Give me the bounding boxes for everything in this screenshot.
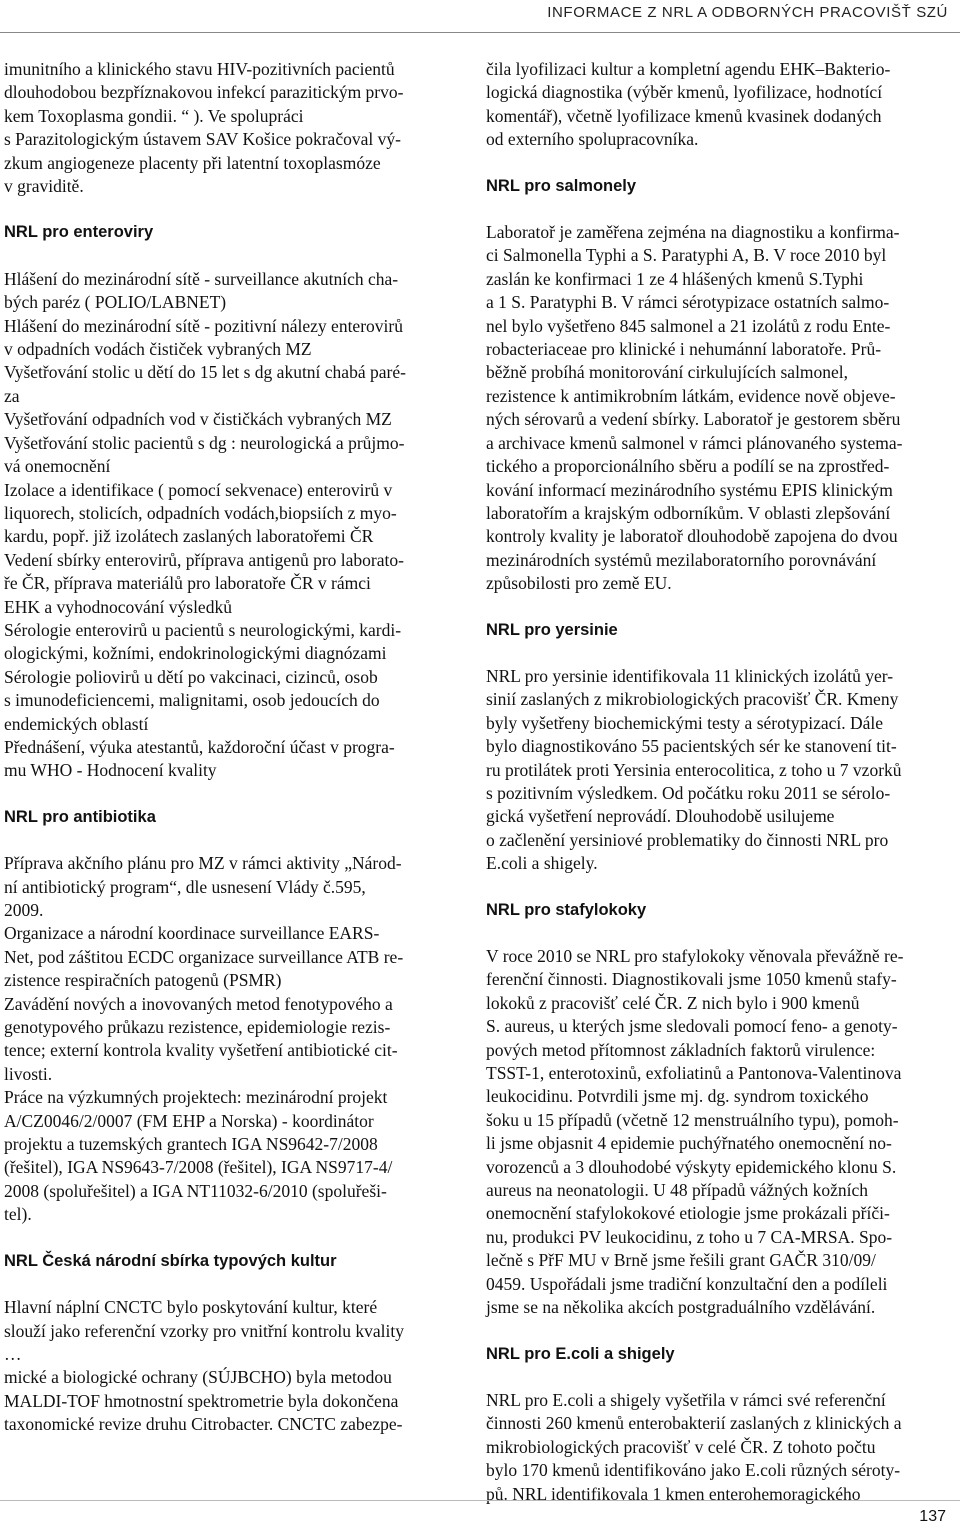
text-line: li jsme objasnit 4 epidemie puchýřnatého onemocnění no- [486, 1133, 892, 1154]
text-line: leukocidinu. Potvrdili jsme mj. dg. syndrom toxického [486, 1086, 869, 1107]
text-line: tence; externí kontrola kvality vyšetření antibiotické cit- [4, 1040, 398, 1061]
paragraph-gap [4, 1227, 462, 1250]
section-heading: NRL pro antibiotika [4, 807, 156, 826]
text-line: S. aureus, u kterých jsme sledovali pomocí feno- a genoty- [486, 1016, 898, 1037]
text-line: NRL pro E.coli a shigely vyšetřila v rámci své referenční [486, 1389, 886, 1410]
text-line: činnosti 260 kmenů enterobakterií zaslaných z klinických a [486, 1413, 902, 1434]
text-line: NRL pro yersinie identifikovala 11 klinických izolátů yer- [486, 665, 894, 686]
paragraph-gap [486, 1366, 956, 1389]
text-line: liquorech, stolicích, odpadních vodách,biopsiích z myo- [4, 502, 397, 523]
paragraph-gap [486, 1320, 956, 1343]
text-line: Vyšetřování stolic pacientů s dg : neurologická a průjmo- [4, 432, 405, 453]
text-line: tického a proporcionálního sběru a podílí se na zprostřed- [486, 456, 890, 477]
text-line: ře ČR, příprava materiálů pro laboratoře ČR v rámci [4, 573, 371, 594]
text-line: ologickými, kožními, endokrinologickými diagnózami [4, 643, 387, 664]
text-line: 2009. [4, 900, 44, 920]
text-line: mezinárodních systémů mezilaboratorního porovnávání [486, 549, 877, 570]
text-line: mikrobiologických pracovišť v celé ČR. Z tohoto počtu [486, 1436, 876, 1457]
text-line: dlouhodobou bezpříznakovou infekcí parazitickým prvo- [4, 82, 404, 103]
text-line: Sérologie poliovirů u dětí po vakcinaci, cizinců, osob [4, 666, 378, 687]
text-line: a 1 S. Paratyphi B. V rámci sérotypizace ostatních salmo- [486, 292, 890, 313]
paragraph-gap [486, 642, 956, 665]
text-line: zaslán ke konfirmaci 1 ze 4 hlášených kmenů S.Typhi [486, 268, 864, 289]
text-line: lečně s PřF MU v Brně jsme řešili grant GAČR 310/09/ [486, 1250, 876, 1271]
text-line: aureus na neonatologii. U 48 případů vážných kožních [486, 1180, 868, 1201]
text-line: způsobilosti pro země EU. [486, 573, 672, 594]
left-column [4, 58, 462, 1437]
header-rule [0, 32, 960, 33]
text-line: jsme se na několika akcích postgraduálního vzdělávání. [486, 1297, 876, 1318]
page-header [0, 0, 960, 30]
text-line: Organizace a národní koordinace surveillance EARS- [4, 923, 380, 944]
text-line: pových metod přítomnost základních faktorů virulence: [486, 1039, 876, 1060]
text-line: ru protilátek proti Yersinia enterocolitica, z toho u 7 vzorků [486, 759, 902, 780]
text-line: Sérologie enterovirů u pacientů s neurologickými, kardi- [4, 619, 402, 640]
paragraph-gap [4, 1273, 462, 1296]
text-line: robacteriaceae pro klinické i nehumánní laboratoře. Prů- [486, 339, 882, 360]
paragraph-gap [486, 152, 956, 175]
text-line: … [4, 1343, 22, 1364]
paragraph-gap [486, 876, 956, 899]
text-line: zkum angiogeneze placenty při latentní toxoplasmóze [4, 152, 381, 173]
text-line: ní antibiotický program“, dle usnesení Vlády č.595, [4, 876, 366, 897]
text-line: projektu a tuzemských grantech IGA NS9642-7/2008 [4, 1134, 378, 1155]
text-line: V roce 2010 se NRL pro stafylokoky věnovala převážně re- [486, 946, 904, 966]
text-line: čila lyofilizaci kultur a kompletní agendu EHK–Bakterio- [486, 59, 891, 79]
paragraph-gap [4, 829, 462, 852]
text-line: Zavádění nových a inovovaných metod fenotypového a [4, 993, 393, 1014]
text-line: mické a biologické ochrany (SÚJBCHO) byla metodou [4, 1367, 392, 1388]
text-line: Přednášení, výuka atestantů, každoroční účast v progra- [4, 736, 395, 757]
text-line: kontroly kvality je laboratoř dlouhodobě zapojena do dvou [486, 526, 898, 547]
text-line: E.coli a shigely. [486, 853, 598, 874]
text-line: ci Salmonella Typhi a S. Paratyphi A, B. V roce 2010 byl [486, 245, 887, 266]
paragraph-gap [486, 922, 956, 945]
section-heading: NRL pro enteroviry [4, 223, 154, 242]
text-line: A/CZ0046/2/0007 (FM EHP a Norska) - koordinátor [4, 1110, 374, 1131]
text-line: Izolace a identifikace ( pomocí sekvenace) enterovirů v [4, 479, 393, 500]
text-line: slouží jako referenční vzorky pro vnitřní kontrolu kvality [4, 1320, 404, 1341]
text-line: TSST-1, enterotoxinů, exfoliatinů a Pantonova-Valentinova [486, 1063, 902, 1084]
running-header: INFORMACE Z NRL A ODBORNÝCH PRACOVIŠŤ SZÚ [547, 4, 948, 21]
text-line: EHK a vyhodnocování výsledků [4, 596, 232, 617]
text-line: Hlášení do mezinárodní sítě - pozitivní nálezy enterovirů [4, 315, 403, 336]
text-line: genotypového průkazu rezistence, epidemiologie rezis- [4, 1017, 391, 1038]
text-line: kování informací mezinárodního systému EPIS klinickým [486, 479, 893, 500]
text-line: za [4, 385, 20, 406]
text-line: Vedení sbírky enterovirů, příprava antigenů pro laborato- [4, 549, 404, 570]
text-line: rezistence k antimikrobním látkám, evidence nově objeve- [486, 385, 896, 406]
text-line: bylo diagnostikováno 55 pacientských sér ke stanovení tit- [486, 736, 897, 757]
section-heading: NRL pro salmonely [486, 176, 637, 195]
paragraph-gap [4, 198, 462, 221]
text-line: 0459. Uspořádali jsme tradiční konzultační den a podíleli [486, 1273, 888, 1294]
text-line: laboratořím a krajským odborníkům. V oblasti zlepšování [486, 502, 891, 523]
paragraph-gap [486, 198, 956, 221]
text-line: endemických oblastí [4, 713, 149, 734]
text-line: Net, pod záštitou ECDC organizace surveillance ATB re- [4, 946, 404, 967]
text-line: vá onemocnění [4, 456, 111, 477]
text-line: bylo 170 kmenů identifikováno jako E.coli různých séroty- [486, 1460, 901, 1481]
text-line: imunitního a klinického stavu HIV-pozitivních pacientů [4, 59, 395, 79]
section-heading: NRL pro yersinie [486, 620, 618, 639]
text-line: ferenční činnosti. Diagnostikovali jsme 1050 kmenů stafy- [486, 969, 897, 990]
text-line: mu WHO - Hodnocení kvality [4, 760, 217, 781]
text-line: ných sérovarů a vedení sbírky. Laboratoř je gestorem sběru [486, 409, 901, 430]
paragraph-gap [4, 245, 462, 268]
page-number: 137 [919, 1508, 946, 1525]
text-line: šoku u 15 případů (včetně 12 menstruálního typu), pomoh- [486, 1109, 899, 1130]
text-line: (řešitel), IGA NS9643-7/2008 (řešitel), IGA NS9717-4/ [4, 1157, 393, 1178]
right-column [486, 58, 956, 1506]
text-line: vorozenců a 3 dlouhodobé výskyty epidemického klonu S. [486, 1156, 897, 1177]
text-line: o začlenění yersiniové problematiky do činnosti NRL pro [486, 829, 889, 850]
section-heading: NRL Česká národní sbírka typových kultur [4, 1251, 337, 1270]
text-line: s imunodeficiencemi, malignitami, osob jedoucích do [4, 690, 380, 711]
text-line: kardu, popř. již izolátech zaslaných laboratořemi ČR [4, 526, 374, 547]
text-line: běžně probíhá monitorování cirkulujících salmonel, [486, 362, 849, 383]
footer-rule [0, 1500, 960, 1501]
text-line: v graviditě. [4, 176, 84, 197]
text-line: od externího spolupracovníka. [486, 129, 699, 150]
text-line: logická diagnostika (výběr kmenů, lyofilizace, hodnotící [486, 82, 883, 103]
text-line: byly vyšetřeny biochemickými testy a sérotypizací. Dále [486, 712, 884, 733]
text-line: kem Toxoplasma gondii. “ ). Ve spolupráci [4, 105, 304, 126]
text-line: Vyšetřování odpadních vod v čističkách vybraných MZ [4, 409, 392, 430]
text-line: sinií zaslaných z mikrobiologických pracovišť ČR. Kmeny [486, 689, 899, 710]
text-line: v odpadních vodách čističek vybraných MZ [4, 339, 312, 360]
paragraph-gap [4, 783, 462, 806]
section-heading: NRL pro E.coli a shigely [486, 1344, 675, 1363]
text-line: pů. NRL identifikovala 1 kmen enterohemoragického [486, 1483, 861, 1504]
text-line: livosti. [4, 1063, 53, 1084]
text-line: Laboratoř je zaměřena zejména na diagnostiku a konfirma- [486, 222, 900, 243]
text-line: s pozitivním výsledkem. Od počátku roku 2011 se sérolo- [486, 782, 891, 803]
text-line: Vyšetřování stolic u dětí do 15 let s dg akutní chabá paré- [4, 362, 406, 383]
text-line: MALDI-TOF hmotnostní spektrometrie byla dokončena [4, 1390, 399, 1411]
text-line: zistence respiračních patogenů (PSMR) [4, 970, 282, 991]
text-line: komentář), včetně lyofilizace kmenů kvasinek dodaných [486, 105, 882, 126]
text-line: bých paréz ( POLIO/LABNET) [4, 292, 227, 313]
text-line: tel). [4, 1204, 32, 1225]
text-line: nu, produkci PV leukocidinu, z toho u 7 CA-MRSA. Spo- [486, 1226, 893, 1247]
text-line: Hlavní náplní CNCTC bylo poskytování kultur, které [4, 1297, 378, 1318]
text-line: 2008 (spoluřešitel) a IGA NT11032-6/2010 (spoluřeši- [4, 1180, 387, 1201]
text-line: Práce na výzkumných projektech: mezinárodní projekt [4, 1087, 388, 1108]
text-line: a archivace kmenů salmonel v rámci plánovaného systema- [486, 432, 903, 453]
text-line: Příprava akčního plánu pro MZ v rámci aktivity „Národ- [4, 853, 402, 874]
text-line: taxonomické revize druhu Citrobacter. CNCTC zabezpe- [4, 1414, 403, 1435]
section-heading: NRL pro stafylokoky [486, 900, 647, 919]
text-line: gická vyšetření neprovádí. Dlouhodobě usilujeme [486, 806, 835, 827]
text-line: lokoků z pracovišť celé ČR. Z nich bylo i 900 kmenů [486, 992, 860, 1013]
text-line: Hlášení do mezinárodní sítě - surveillance akutních cha- [4, 268, 399, 289]
text-line: nel bylo vyšetřeno 845 salmonel a 21 izolátů z rodu Ente- [486, 315, 891, 336]
paragraph-gap [486, 596, 956, 619]
text-line: s Parazitologickým ústavem SAV Košice pokračoval vý- [4, 129, 401, 150]
text-line: onemocnění stafylokokové etiologie jsme prokázali příči- [486, 1203, 890, 1224]
